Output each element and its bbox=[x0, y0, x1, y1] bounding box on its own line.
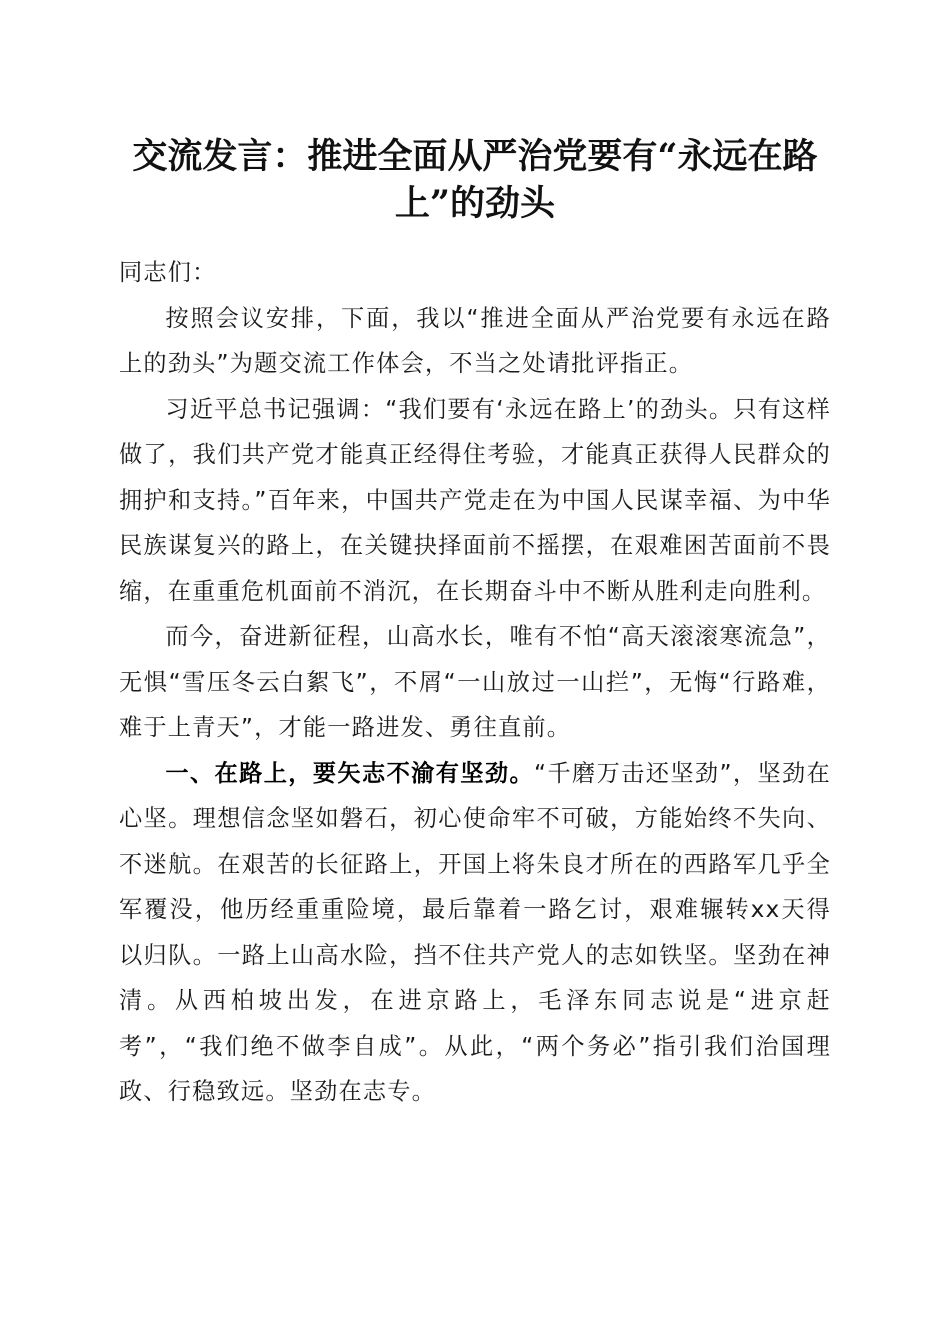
paragraph-text: “千磨万击还坚劲”，坚劲在心坚。理想信念坚如磐石，初心使命牢不可破，方能始终不失向、不迷航。在艰苦的长征路上，开国上将朱良才所在的西路军几乎全军覆没，他历经重重险境，最后靠着一路乞讨，艰难辗转xx天得以归队。一路上山高水险，挡不住共产党人的志如铁坚。坚劲在神清。从西柏坡出发，在进京路上，毛泽东同志说是“进京赶考”，“我们绝不做李自成”。从此，“两个务必”指引我们治国理政、行稳致远。坚劲在志专。 bbox=[119, 759, 832, 1105]
salutation: 同志们： bbox=[119, 259, 217, 286]
paragraph-text: 而今，奋进新征程，山高水长，唯有不怕“高天滚滚寒流急”，无惧“雪压冬云白絮飞”，不屑“一山放过一山拦”，无悔“行路难，难于上青天”，才能一路进发、勇往直前。 bbox=[119, 623, 831, 741]
paragraph-section-one bbox=[119, 751, 831, 1115]
document-title: 交流发言：推进全面从严治党要有“永远在路上”的劲头 bbox=[132, 136, 818, 224]
section-heading: 一、在路上，要矢志不渝有坚劲。 bbox=[165, 759, 535, 787]
paragraph-text: 按照会议安排，下面，我以“推进全面从严治党要有永远在路上的劲头”为题交流工作体会，不当之处请批评指正。 bbox=[119, 304, 831, 377]
paragraph-new-journey bbox=[119, 614, 831, 751]
paragraph-quote bbox=[119, 387, 831, 615]
paragraph-text: 习近平总书记强调：“我们要有‘永远在路上’的劲头。只有这样做了，我们共产党才能真正经得住考验，才能真正获得人民群众的拥护和支持。”百年来，中国共产党走在为中国人民谋幸福、为中华民族谋复兴的路上，在关键抉择面前不摇摆，在艰难困苦面前不畏缩，在重重危机面前不消沉，在长期奋斗中不断从胜利走向胜利。 bbox=[119, 395, 831, 605]
paragraph-intro bbox=[119, 296, 831, 387]
document-body bbox=[119, 250, 831, 1115]
